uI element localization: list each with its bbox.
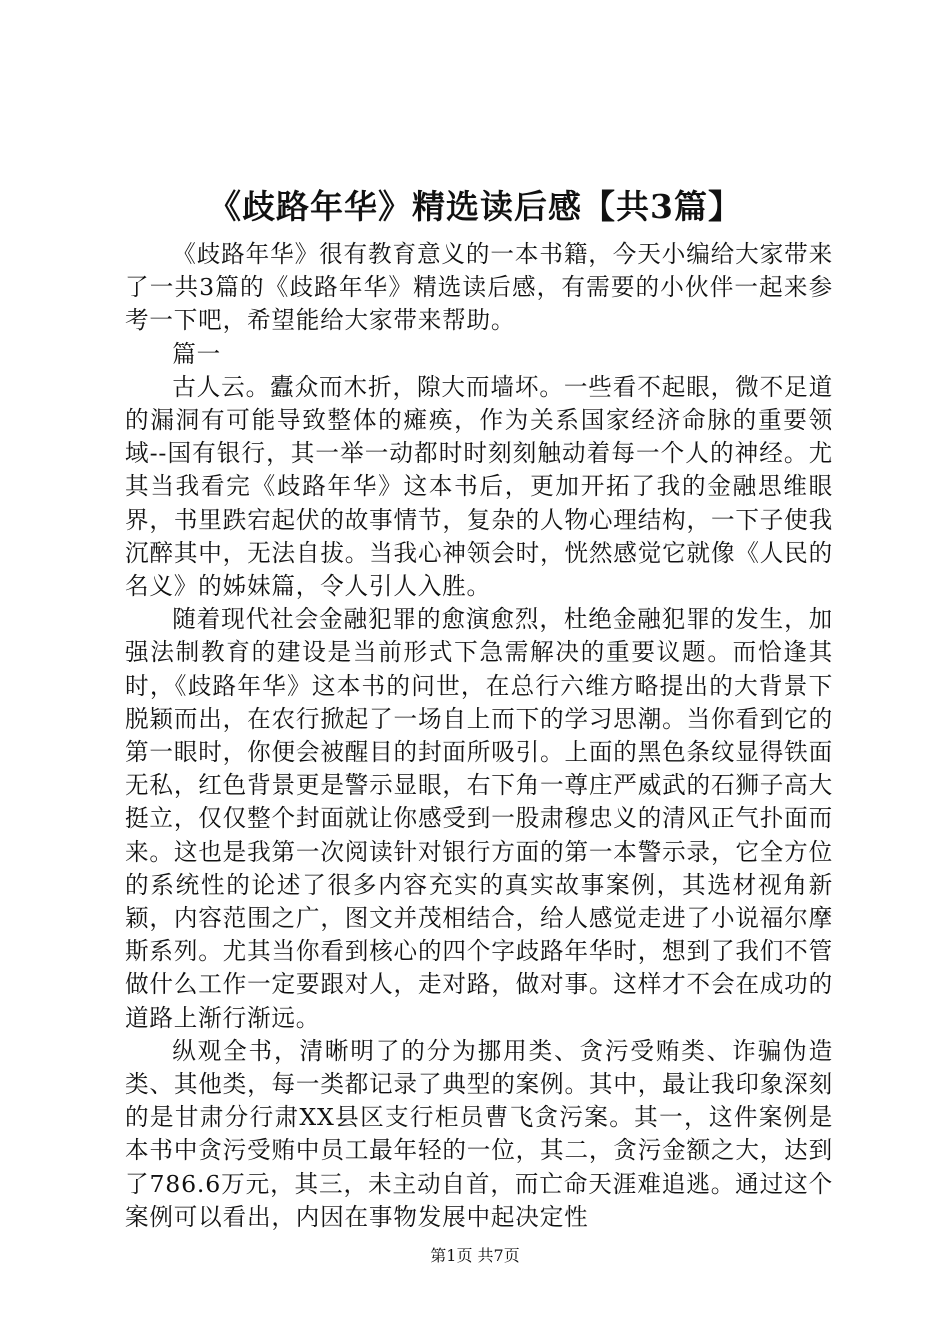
page-footer: 第1页 共7页 [430, 1246, 520, 1265]
document-title: 《歧路年华》精选读后感【共3篇】 [208, 187, 742, 226]
section-heading: 篇一 [172, 339, 221, 368]
document-body [125, 238, 833, 1234]
body-paragraph: 纵观全书，清晰明了的分为挪用类、贪污受贿类、诈骗伪造类、其他类，每一类都记录了典型的案例。其中，最让我印象深刻的是甘肃分行肃XX县区支行柜员曹飞贪污案。其一，这件案例是本书中贪污受贿中员工最年轻的一位，其二，贪污金额之大，达到了786.6万元，其三，未主动自首，而亡命天涯难追逃。通过这个案例可以看出，内因在事物发展中起决定性 [125, 1036, 833, 1231]
intro-paragraph: 《歧路年华》很有教育意义的一本书籍，今天小编给大家带来了一共3篇的《歧路年华》精选读后感，有需要的小伙伴一起来参考一下吧，希望能给大家带来帮助。 [125, 240, 833, 335]
body-paragraph: 随着现代社会金融犯罪的愈演愈烈，杜绝金融犯罪的发生，加强法制教育的建设是当前形式下急需解决的重要议题。而恰逢其时，《歧路年华》这本书的问世，在总行六维方略提出的大背景下脱颖而出，在农行掀起了一场自上而下的学习思潮。当你看到它的第一眼时，你便会被醒目的封面所吸引。上面的黑色条纹显得铁面无私，红色背景更是警示显眼，右下角一尊庄严威武的石狮子高大挺立，仅仅整个封面就让你感受到一股肃穆忠义的清风正气扑面而来。这也是我第一次阅读针对银行方面的第一本警示录，它全方位的系统性的论述了很多内容充实的真实故事案例，其选材视角新颖，内容范围之广，图文并茂相结合，给人感觉走进了小说福尔摩斯系列。尤其当你看到核心的四个字歧路年华时，想到了我们不管做什么工作一定要跟对人，走对路，做对事。这样才不会在成功的道路上渐行渐远。 [125, 605, 833, 1032]
body-paragraph: 古人云。蠹众而木折，隙大而墙坏。一些看不起眼，微不足道的漏洞有可能导致整体的瘫痪，作为关系国家经济命脉的重要领域--国有银行，其一举一动都时时刻刻触动着每一个人的神经。尤其当我看完《歧路年华》这本书后，更加开拓了我的金融思维眼界，书里跌宕起伏的故事情节，复杂的人物心理结构，一下子使我沉醉其中，无法自拔。当我心神领会时，恍然感觉它就像《人民的名义》的姊妹篇，令人引人入胜。 [125, 372, 833, 601]
